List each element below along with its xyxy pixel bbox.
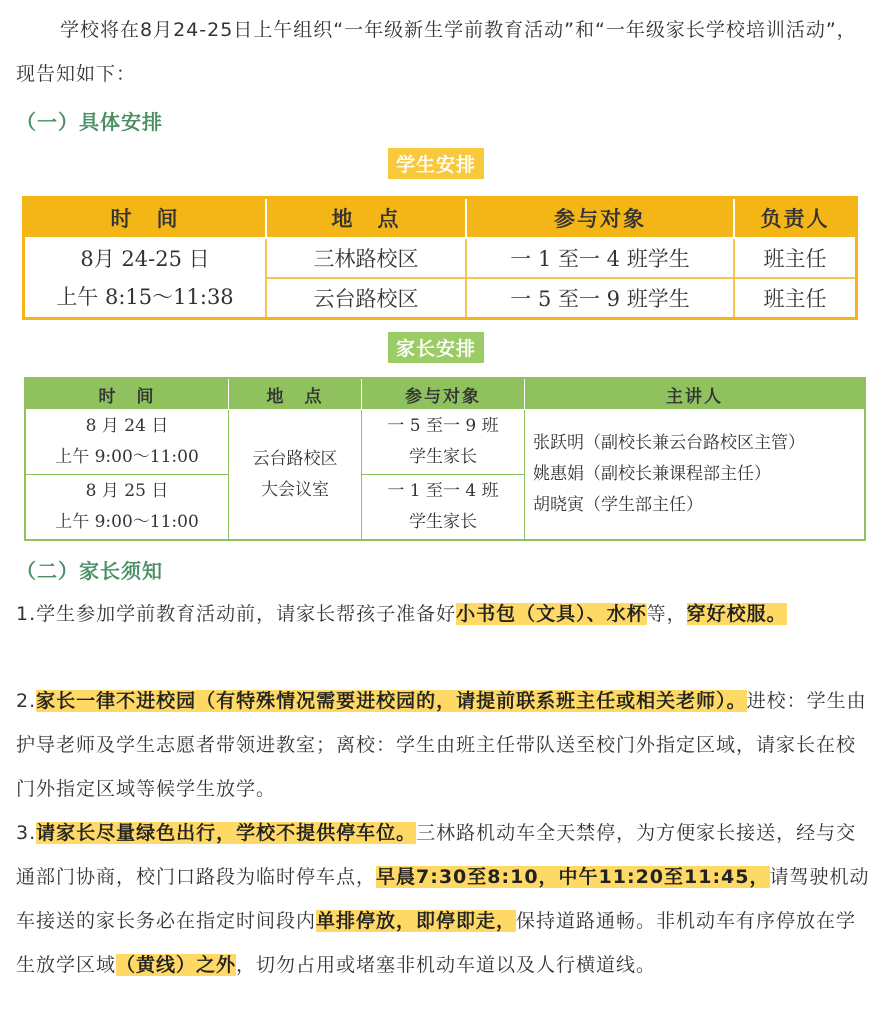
header-owner: 负责人 — [734, 198, 857, 239]
place-cell: 三林路校区 — [266, 238, 466, 278]
target-cell — [362, 410, 525, 475]
target-line1: 一 1 至一 4 班 — [387, 481, 499, 501]
header-time: 时 间 — [24, 198, 267, 239]
notice-2-text: 进校：学生由护导老师及学生志愿者带领进教室；离校：学生由班主任带队送至校门外指定区域，请家长在校门外指定区域等候学生放学。 — [16, 690, 867, 800]
student-arrangement-caption: 学生安排 — [388, 148, 484, 179]
student-arrangement-table — [22, 196, 858, 320]
speaker-2: 姚惠娟（副校长兼课程部主任） — [533, 464, 771, 484]
target-line2: 学生家长 — [409, 512, 477, 532]
place-cell — [229, 410, 362, 541]
section-title-parent-notice: （二）家长须知 — [16, 559, 163, 583]
notice-2-number: 2. — [16, 690, 37, 712]
notice-2 — [16, 679, 872, 811]
notice-3-text-3: 保持道路通畅。非机动车有序停放在学生放学区域 — [16, 910, 857, 976]
speaker-3: 胡晓寅（学生部主任） — [533, 495, 703, 515]
notice-3-text-4: ，切勿占用或堵塞非机动车道以及人行横道线。 — [236, 954, 657, 976]
section-title-arrangement: （一）具体安排 — [16, 110, 163, 134]
target-cell: 一 5 至一 9 班学生 — [466, 278, 734, 319]
time-line2: 上午 9:00～11:00 — [55, 512, 199, 532]
owner-cell: 班主任 — [734, 278, 857, 319]
notice-3-text-1: 三林路机动车全天禁停，为方便家长接送，经与交通部门协商，校门口路段为临时停车点， — [16, 822, 857, 888]
notice-1 — [16, 592, 872, 636]
header-target: 参与对象 — [362, 378, 525, 410]
time-cell — [24, 238, 267, 319]
notice-3 — [16, 811, 872, 987]
notice-1-highlight-uniform: 穿好校服。 — [686, 603, 787, 625]
speaker-cell — [525, 410, 866, 541]
notice-3-highlight-time: 早晨7:30至8:10，中午11:20至11:45， — [376, 866, 770, 888]
header-time: 时 间 — [25, 378, 229, 410]
place-line2: 大会议室 — [261, 479, 329, 500]
notice-3-highlight-yellow-line: （黄线）之外 — [116, 954, 237, 976]
owner-cell: 班主任 — [734, 238, 857, 278]
notice-3-highlight-parking: 单排停放，即停即走， — [316, 910, 517, 932]
notice-3-text-2: 请驾驶机动车接送的家长务必在指定时间段内 — [16, 866, 870, 932]
target-line2: 学生家长 — [409, 447, 477, 467]
parent-arrangement-caption: 家长安排 — [388, 332, 484, 363]
time-cell — [25, 410, 229, 475]
notice-3-number: 3. — [16, 822, 37, 844]
header-target: 参与对象 — [466, 198, 734, 239]
notice-2-highlight: 家长一律不进校园（有特殊情况需要进校园的，请提前联系班主任或相关老师）。 — [36, 690, 747, 712]
table-row — [24, 238, 857, 278]
place-line1: 云台路校区 — [252, 448, 338, 469]
place-cell: 云台路校区 — [266, 278, 466, 319]
target-cell: 一 1 至一 4 班学生 — [466, 238, 734, 278]
intro-line1: 学校将在8月24-25日上午组织“一年级新生学前教育活动”和“一年级家长学校培训 — [60, 19, 786, 41]
intro-paragraph — [16, 8, 872, 96]
target-cell — [362, 475, 525, 541]
target-line1: 一 5 至一 9 班 — [387, 416, 499, 436]
header-speaker: 主讲人 — [525, 378, 866, 410]
parent-arrangement-table — [24, 377, 866, 541]
time-line1: 8月 24-25 日 — [80, 247, 210, 271]
notice-1-text: 1.学生参加学前教育活动前，请家长帮孩子准备好 — [16, 603, 457, 625]
speaker-1: 张跃明（副校长兼云台路校区主管） — [533, 433, 805, 453]
time-line2: 上午 8:15～11:38 — [56, 285, 234, 309]
notice-1-text-2: 等， — [646, 603, 687, 625]
notice-1-highlight-supplies: 小书包（文具）、水杯 — [456, 603, 647, 625]
time-line1: 8 月 25 日 — [85, 481, 169, 501]
table-header-row — [24, 198, 857, 239]
table-header-row — [25, 378, 865, 410]
time-cell — [25, 475, 229, 541]
header-place: 地 点 — [266, 198, 466, 239]
time-line2: 上午 9:00～11:00 — [55, 447, 199, 467]
table-row — [25, 410, 865, 475]
header-place: 地 点 — [229, 378, 362, 410]
time-line1: 8 月 24 日 — [85, 416, 169, 436]
intro-line2: 活动”，现告知如下： — [16, 19, 857, 85]
notice-3-highlight-green: 请家长尽量绿色出行，学校不提供停车位。 — [36, 822, 417, 844]
